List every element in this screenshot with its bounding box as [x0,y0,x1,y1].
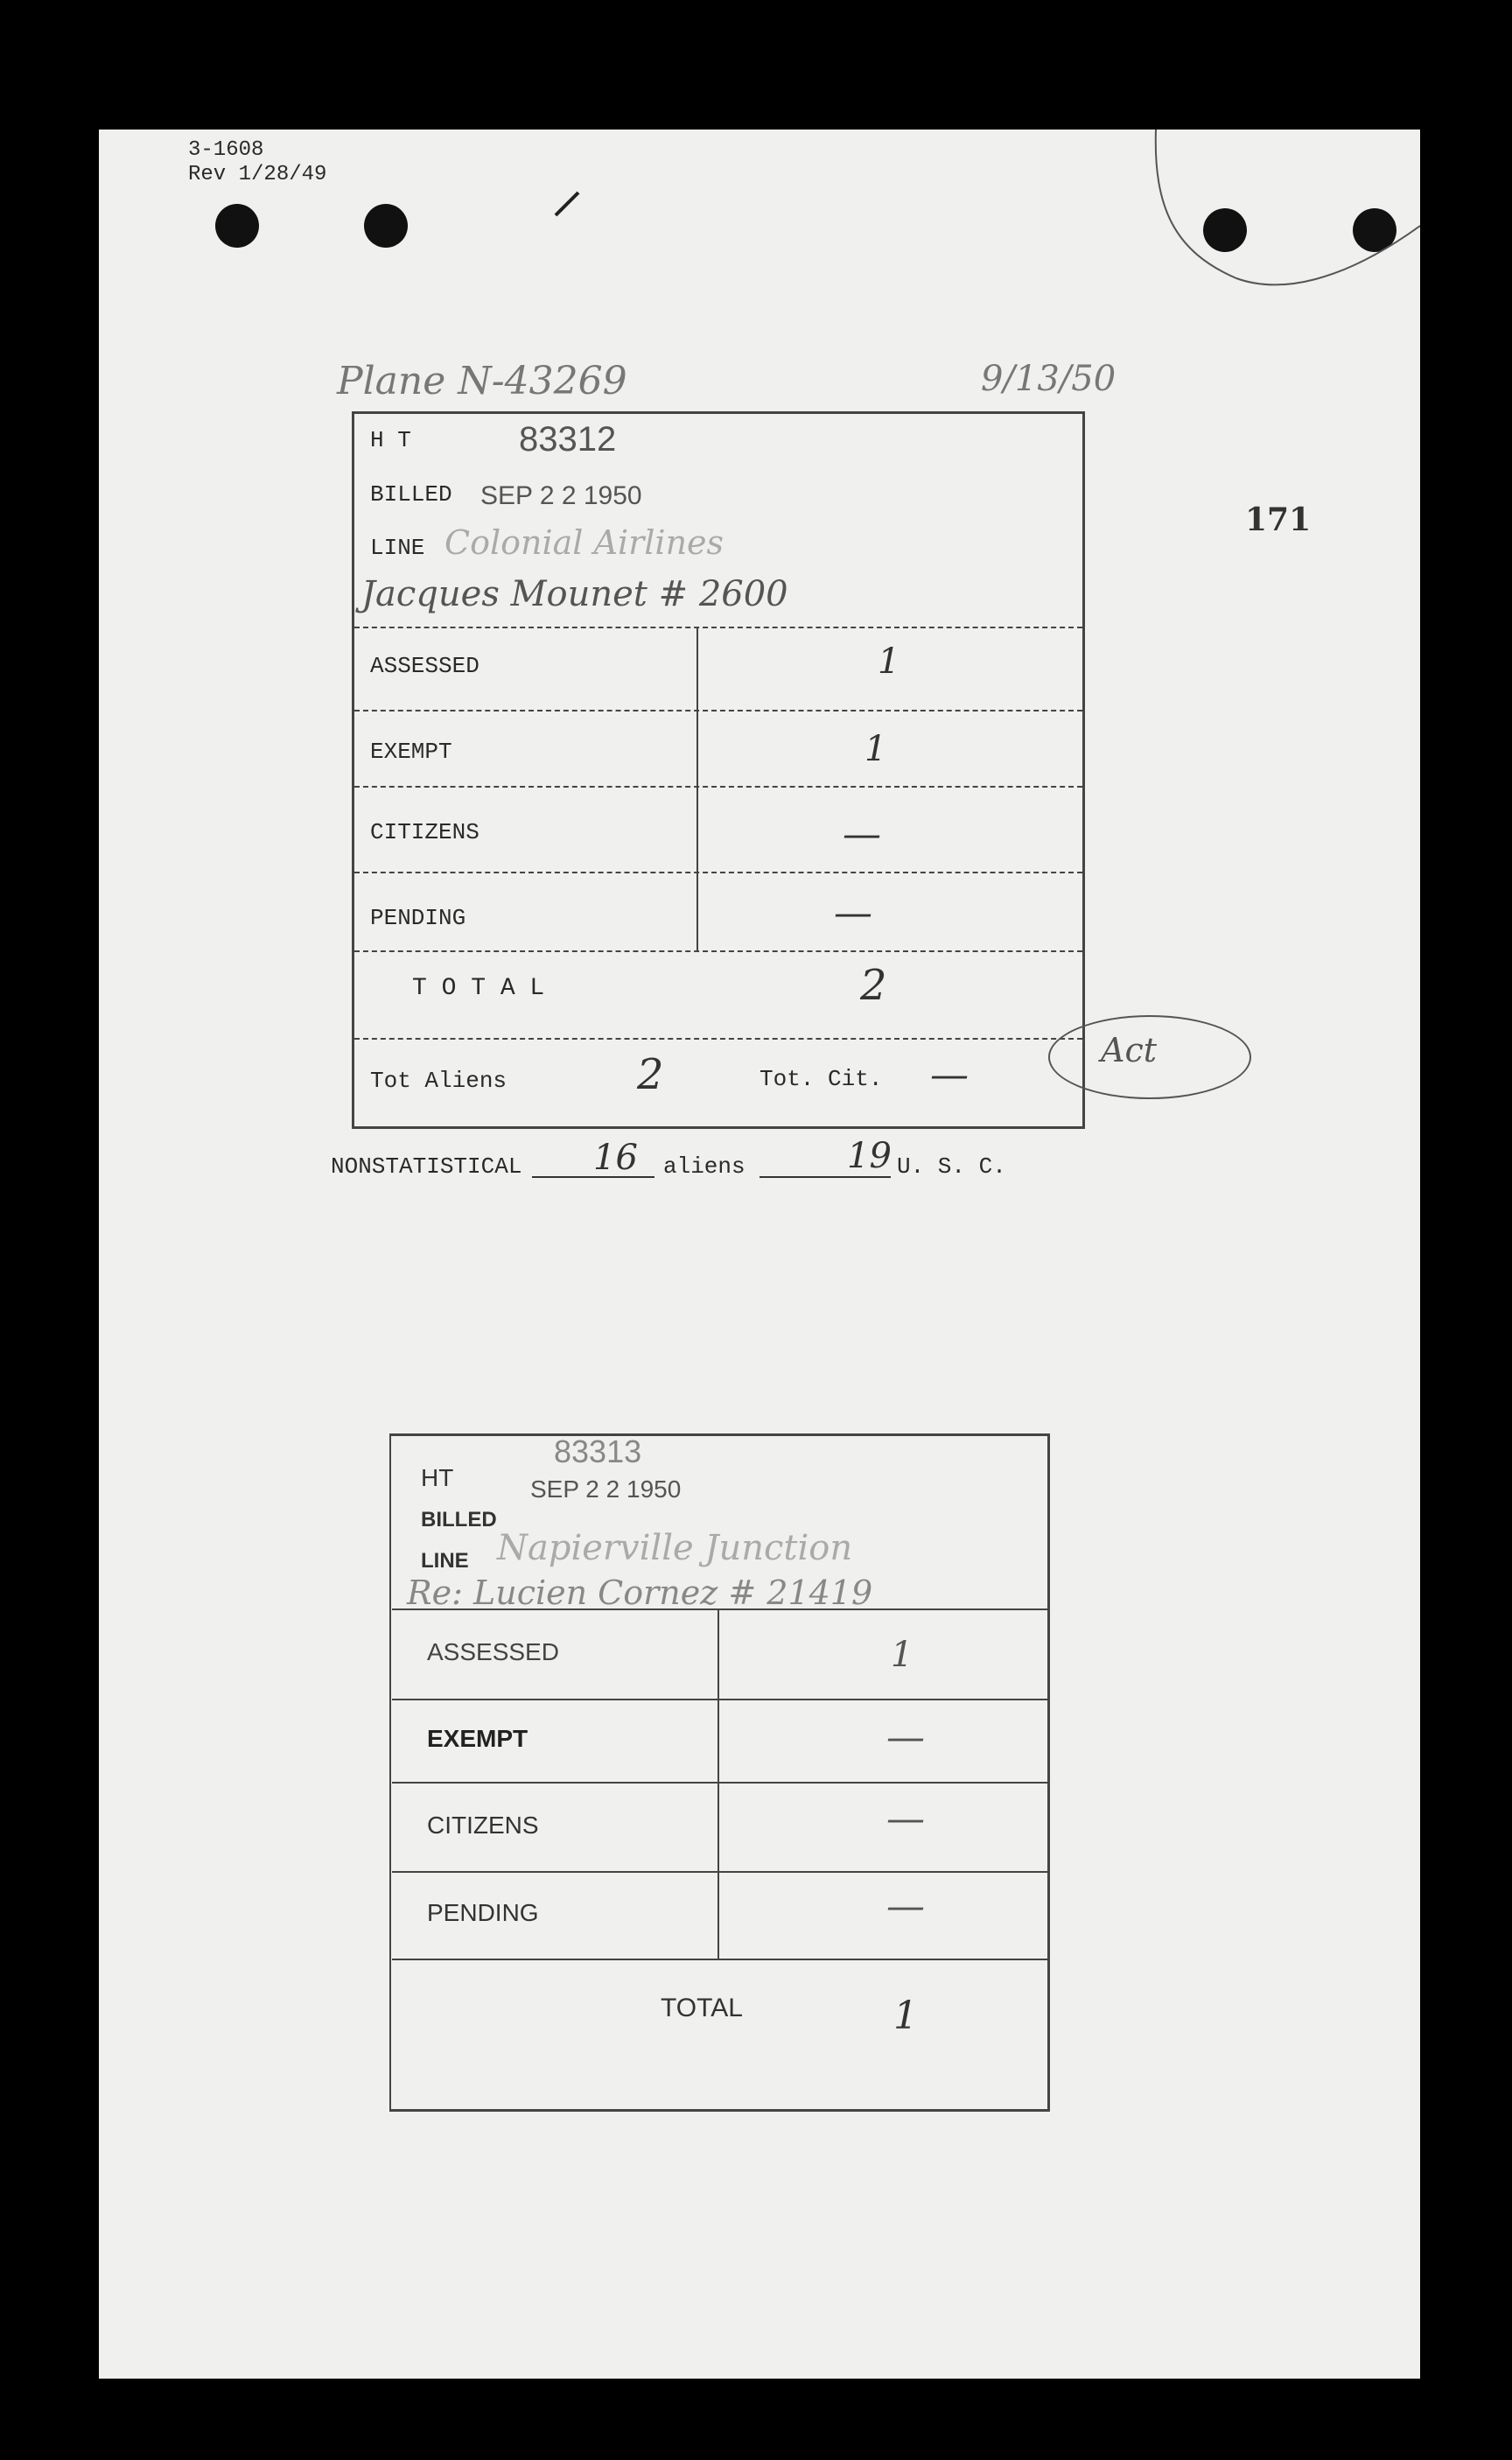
pending-label-2: PENDING [427,1899,539,1926]
billed-label-2: BILLED [421,1508,497,1531]
exempt-value: 1 [864,729,887,769]
ht-number-2: 83313 [554,1433,642,1469]
assessed-value: 1 [878,641,900,682]
reference-note: Jacques Mounet # 2600 [361,574,788,614]
line-value: Colonial Airlines [444,523,724,562]
column-divider [718,1608,719,1959]
row-divider [354,1038,1082,1040]
row-divider [392,1782,1047,1784]
pending-value-2: — [886,1884,925,1929]
citizens-value-2: — [886,1797,925,1841]
stray-marks [99,130,1420,392]
form-revision-text: Rev 1/28/49 [188,163,327,186]
citizens-label-2: CITIZENS [427,1812,539,1839]
reference-note-2: Re: Lucien Cornez # 21419 [407,1573,873,1612]
assessed-value-2: 1 [891,1635,914,1675]
row-divider [354,872,1082,873]
tot-cit-value: — [930,1053,969,1097]
underline [760,1176,891,1178]
billed-date-stamp-2: SEP 2 2 1950 [530,1475,682,1503]
line-label: LINE [370,535,425,561]
row-divider [354,950,1082,952]
handwritten-plane-number: Plane N-43269 [337,359,627,403]
assessed-label: ASSESSED [370,653,480,679]
ht-label: H T [370,427,411,453]
tot-aliens-value: 2 [637,1050,664,1099]
page-number: 171 [1245,501,1312,538]
total-label-2: TOTAL [661,1994,743,2022]
pending-label: PENDING [370,905,466,931]
document-page [99,130,1420,2379]
row-divider [392,1871,1047,1873]
billed-date-stamp: SEP 2 2 1950 [480,481,642,510]
row-divider [392,1959,1047,1960]
tot-cit-label: Tot. Cit. [760,1066,883,1092]
handwritten-date: 9/13/50 [981,359,1116,399]
nonstat-usc-value: 19 [847,1136,892,1176]
nonstat-aliens-value: 16 [593,1138,638,1178]
line-label-2: LINE [421,1549,469,1573]
assessed-label-2: ASSESSED [427,1638,559,1665]
total-label: T O T A L [412,975,545,1002]
citizens-label: CITIZENS [370,819,480,845]
exempt-label: EXEMPT [370,739,452,765]
row-divider [354,710,1082,711]
ht-label-2: HT [421,1464,454,1491]
nonstat-aliens-label: aliens [663,1153,746,1180]
citizens-value: — [843,812,881,857]
exempt-value-2: — [886,1715,925,1760]
ht-number: 83312 [519,420,617,459]
exempt-label-2: EXEMPT [427,1725,528,1752]
line-value-2: Napierville Junction [497,1528,853,1568]
tot-aliens-label: Tot Aliens [370,1068,508,1094]
row-divider [354,786,1082,788]
billed-label: BILLED [370,481,452,508]
row-divider [392,1699,1047,1700]
tax-card-1 [352,411,1085,1129]
row-divider [392,1608,1047,1610]
total-value: 2 [860,961,887,1010]
column-divider [696,627,698,950]
nonstatistical-label: NONSTATISTICAL [331,1153,522,1180]
row-divider [354,627,1082,628]
total-value-2: 1 [893,1994,918,2038]
pending-value: — [834,891,872,936]
nonstat-usc-label: U. S. C. [897,1153,1006,1180]
circled-annotation-text: Act [1101,1031,1157,1069]
form-code-text: 3-1608 [188,138,264,162]
